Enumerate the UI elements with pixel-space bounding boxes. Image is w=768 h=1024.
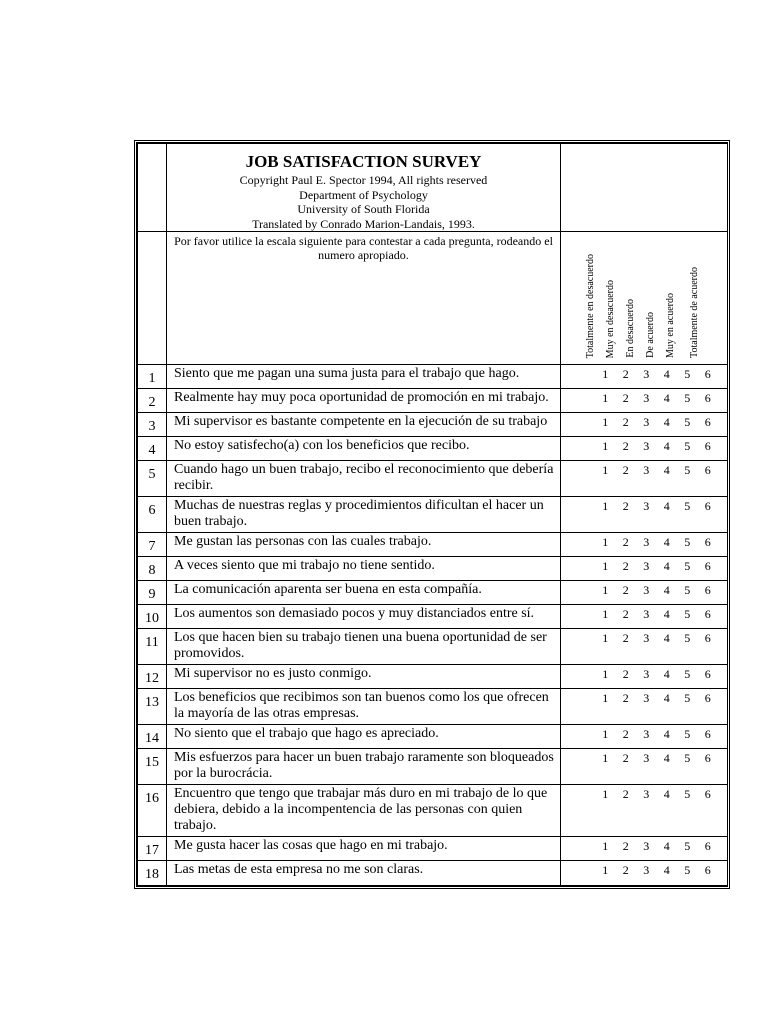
- rating-cell: [561, 689, 728, 725]
- rating-option[interactable]: 5: [684, 863, 691, 877]
- question-number: 17: [138, 837, 167, 861]
- rating-cell: [561, 437, 728, 461]
- rating-option[interactable]: 1: [602, 863, 609, 877]
- question-number: 3: [138, 413, 167, 437]
- rating-option[interactable]: 6: [704, 787, 711, 801]
- rating-option[interactable]: 5: [684, 559, 691, 573]
- rating-option[interactable]: 4: [663, 727, 670, 741]
- scale-label: Totalmente en desacuerdo: [585, 253, 596, 358]
- rating-option[interactable]: 5: [684, 631, 691, 645]
- rating-option[interactable]: 2: [622, 559, 629, 573]
- question-text: Los aumentos son demasiado pocos y muy distanciados entre sí.: [167, 605, 561, 629]
- survey-title: JOB SATISFACTION SURVEY: [245, 152, 482, 171]
- question-text: Muchas de nuestras reglas y procedimientos dificultan el hacer un buen trabajo.: [167, 497, 561, 533]
- rating-option[interactable]: 5: [684, 463, 691, 477]
- rating-option[interactable]: 4: [663, 391, 670, 405]
- question-row: [138, 437, 728, 461]
- rating-option[interactable]: 4: [663, 463, 670, 477]
- rating-option[interactable]: 2: [622, 667, 629, 681]
- rating-option[interactable]: 1: [602, 463, 609, 477]
- rating-option[interactable]: 6: [704, 751, 711, 765]
- rating-cell: [561, 785, 728, 837]
- rating-option[interactable]: 2: [622, 583, 629, 597]
- question-row: [138, 689, 728, 725]
- rating-option[interactable]: 4: [663, 499, 670, 513]
- rating-option[interactable]: 2: [622, 751, 629, 765]
- rating-option[interactable]: 5: [684, 391, 691, 405]
- question-text: A veces siento que mi trabajo no tiene sentido.: [167, 557, 561, 581]
- rating-cell: [561, 837, 728, 861]
- rating-option[interactable]: 4: [663, 415, 670, 429]
- rating-option[interactable]: 1: [602, 499, 609, 513]
- rating-options: [561, 605, 727, 621]
- question-row: [138, 605, 728, 629]
- rating-cell: [561, 581, 728, 605]
- scale-header-cell: [561, 232, 728, 365]
- rating-cell: [561, 557, 728, 581]
- question-row: [138, 413, 728, 437]
- question-row: [138, 665, 728, 689]
- question-text: Mi supervisor no es justo conmigo.: [167, 665, 561, 689]
- rating-option[interactable]: 1: [602, 391, 609, 405]
- rating-option[interactable]: 3: [643, 415, 650, 429]
- rating-option[interactable]: 1: [602, 607, 609, 621]
- question-row: [138, 837, 728, 861]
- copyright-line: Copyright Paul E. Spector 1994, All rights reserved: [239, 173, 488, 187]
- rating-option[interactable]: 4: [663, 583, 670, 597]
- question-text: La comunicación aparenta ser buena en esta compañía.: [167, 581, 561, 605]
- rating-options: [561, 413, 727, 429]
- question-number: 12: [138, 665, 167, 689]
- instructions-blank-cell: [138, 232, 167, 365]
- question-row: [138, 365, 728, 389]
- question-text: Los que hacen bien su trabajo tienen una buena oportunidad de ser promovidos.: [167, 629, 561, 665]
- rating-options: [561, 497, 727, 513]
- rating-option[interactable]: 1: [602, 631, 609, 645]
- question-number: 9: [138, 581, 167, 605]
- rating-options: [561, 665, 727, 681]
- scale-label: Muy en acuerdo: [665, 293, 676, 358]
- rating-cell: [561, 389, 728, 413]
- question-number: 5: [138, 461, 167, 497]
- question-number: 14: [138, 725, 167, 749]
- rating-options: [561, 365, 727, 381]
- question-text: Me gustan las personas con las cuales trabajo.: [167, 533, 561, 557]
- rating-option[interactable]: 3: [643, 751, 650, 765]
- rating-option[interactable]: 6: [704, 463, 711, 477]
- question-number: 2: [138, 389, 167, 413]
- rating-option[interactable]: 4: [663, 559, 670, 573]
- rating-option[interactable]: 3: [643, 535, 650, 549]
- rating-option[interactable]: 3: [643, 839, 650, 853]
- rating-option[interactable]: 1: [602, 415, 609, 429]
- rating-option[interactable]: 2: [622, 499, 629, 513]
- rating-option[interactable]: 5: [684, 535, 691, 549]
- question-text: Las metas de esta empresa no me son claras.: [167, 861, 561, 886]
- rating-cell: [561, 861, 728, 886]
- rating-options: [561, 557, 727, 573]
- rating-option[interactable]: 6: [704, 667, 711, 681]
- rating-option[interactable]: 6: [704, 607, 711, 621]
- rating-options: [561, 785, 727, 801]
- rating-option[interactable]: 1: [602, 583, 609, 597]
- university-line: University of South Florida: [297, 202, 430, 216]
- rating-options: [561, 725, 727, 741]
- rating-option[interactable]: 5: [684, 499, 691, 513]
- rating-option[interactable]: 5: [684, 439, 691, 453]
- scale-label: Muy en desacuerdo: [605, 279, 616, 358]
- question-row: [138, 725, 728, 749]
- title-cell: [167, 144, 561, 232]
- question-number: 13: [138, 689, 167, 725]
- rating-option[interactable]: 1: [602, 691, 609, 705]
- rating-option[interactable]: 4: [663, 631, 670, 645]
- rating-option[interactable]: 5: [684, 415, 691, 429]
- rating-option[interactable]: 1: [602, 727, 609, 741]
- rating-option[interactable]: 5: [684, 583, 691, 597]
- header-row: [138, 144, 728, 232]
- rating-option[interactable]: 5: [684, 367, 691, 381]
- rating-option[interactable]: 6: [704, 439, 711, 453]
- rating-options: [561, 861, 727, 877]
- rating-options: [561, 837, 727, 853]
- rating-option[interactable]: 6: [704, 691, 711, 705]
- rating-cell: [561, 461, 728, 497]
- question-row: [138, 497, 728, 533]
- question-text: Cuando hago un buen trabajo, recibo el reconocimiento que debería recibir.: [167, 461, 561, 497]
- rating-option[interactable]: 6: [704, 727, 711, 741]
- question-number: 15: [138, 749, 167, 785]
- rating-options: [561, 749, 727, 765]
- rating-option[interactable]: 3: [643, 559, 650, 573]
- rating-option[interactable]: 6: [704, 367, 711, 381]
- header-blank-cell: [138, 144, 167, 232]
- question-row: [138, 557, 728, 581]
- rating-option[interactable]: 6: [704, 391, 711, 405]
- rating-option[interactable]: 4: [663, 607, 670, 621]
- question-number: 7: [138, 533, 167, 557]
- rating-option[interactable]: 3: [643, 367, 650, 381]
- rating-option[interactable]: 4: [663, 535, 670, 549]
- rating-options: [561, 461, 727, 477]
- rating-option[interactable]: 6: [704, 415, 711, 429]
- rating-options: [561, 437, 727, 453]
- question-text: Me gusta hacer las cosas que hago en mi trabajo.: [167, 837, 561, 861]
- question-number: 16: [138, 785, 167, 837]
- question-row: [138, 389, 728, 413]
- question-row: [138, 629, 728, 665]
- question-text: Mis esfuerzos para hacer un buen trabajo raramente son bloqueados por la burocrácia.: [167, 749, 561, 785]
- question-number: 1: [138, 365, 167, 389]
- survey-table: [137, 143, 728, 886]
- rating-cell: [561, 725, 728, 749]
- rating-cell: [561, 365, 728, 389]
- rating-option[interactable]: 4: [663, 787, 670, 801]
- scale-label: De acuerdo: [645, 312, 656, 358]
- rating-option[interactable]: 6: [704, 559, 711, 573]
- rating-options: [561, 629, 727, 645]
- rating-option[interactable]: 3: [643, 583, 650, 597]
- question-number: 6: [138, 497, 167, 533]
- rating-cell: [561, 749, 728, 785]
- rating-cell: [561, 605, 728, 629]
- rating-cell: [561, 413, 728, 437]
- survey-form: [134, 140, 730, 889]
- question-number: 4: [138, 437, 167, 461]
- rating-option[interactable]: 3: [643, 631, 650, 645]
- rating-option[interactable]: 1: [602, 667, 609, 681]
- rating-cell: [561, 533, 728, 557]
- header-scale-blank-cell: [561, 144, 728, 232]
- rating-option[interactable]: 3: [643, 499, 650, 513]
- rating-option[interactable]: 2: [622, 839, 629, 853]
- question-number: 18: [138, 861, 167, 886]
- question-number: 11: [138, 629, 167, 665]
- translation-line: Translated by Conrado Marion-Landais, 1993.: [252, 216, 475, 231]
- rating-option[interactable]: 6: [704, 863, 711, 877]
- rating-option[interactable]: 3: [643, 391, 650, 405]
- question-text: Realmente hay muy poca oportunidad de promoción en mi trabajo.: [167, 389, 561, 413]
- rating-option[interactable]: 6: [704, 499, 711, 513]
- scale-label: Totalmente de acuerdo: [689, 267, 700, 358]
- rating-option[interactable]: 2: [622, 607, 629, 621]
- question-text: Siento que me pagan una suma justa para el trabajo que hago.: [167, 365, 561, 389]
- rating-options: [561, 389, 727, 405]
- question-row: [138, 749, 728, 785]
- rating-option[interactable]: 1: [602, 559, 609, 573]
- scale-label: En desacuerdo: [625, 299, 636, 358]
- question-text: No siento que el trabajo que hago es apreciado.: [167, 725, 561, 749]
- department-line: Department of Psychology: [299, 187, 428, 202]
- question-number: 10: [138, 605, 167, 629]
- rating-option[interactable]: 1: [602, 367, 609, 381]
- rating-option[interactable]: 1: [602, 751, 609, 765]
- rating-option[interactable]: 6: [704, 535, 711, 549]
- rating-option[interactable]: 6: [704, 839, 711, 853]
- rating-options: [561, 533, 727, 549]
- rating-cell: [561, 665, 728, 689]
- rating-option[interactable]: 5: [684, 607, 691, 621]
- rating-option[interactable]: 2: [622, 415, 629, 429]
- instructions-text: Por favor utilice la escala siguiente para contestar a cada pregunta, rodeando el numero apropiado.: [174, 234, 553, 262]
- rating-option[interactable]: 3: [643, 607, 650, 621]
- rating-options: [561, 689, 727, 705]
- question-number: 8: [138, 557, 167, 581]
- rating-option[interactable]: 5: [684, 787, 691, 801]
- rating-cell: [561, 497, 728, 533]
- rating-option[interactable]: 1: [602, 535, 609, 549]
- rating-option[interactable]: 3: [643, 439, 650, 453]
- rating-option[interactable]: 4: [663, 667, 670, 681]
- rating-option[interactable]: 4: [663, 863, 670, 877]
- rating-option[interactable]: 4: [663, 839, 670, 853]
- rating-option[interactable]: 3: [643, 667, 650, 681]
- question-text: Mi supervisor es bastante competente en la ejecución de su trabajo: [167, 413, 561, 437]
- question-row: [138, 533, 728, 557]
- rating-option[interactable]: 4: [663, 691, 670, 705]
- rating-option[interactable]: 3: [643, 691, 650, 705]
- instructions-row: [138, 232, 728, 365]
- rating-option[interactable]: 2: [622, 691, 629, 705]
- rating-option[interactable]: 1: [602, 439, 609, 453]
- question-text: Encuentro que tengo que trabajar más duro en mi trabajo de lo que debiera, debido a la incompentencia de las personas con quien trabajo.: [167, 785, 561, 837]
- rating-option[interactable]: 4: [663, 367, 670, 381]
- rating-option[interactable]: 6: [704, 631, 711, 645]
- rating-option[interactable]: 6: [704, 583, 711, 597]
- rating-option[interactable]: 2: [622, 367, 629, 381]
- rating-option[interactable]: 5: [684, 727, 691, 741]
- rating-option[interactable]: 2: [622, 463, 629, 477]
- rating-option[interactable]: 3: [643, 787, 650, 801]
- rating-option[interactable]: 3: [643, 463, 650, 477]
- rating-option[interactable]: 2: [622, 631, 629, 645]
- question-row: [138, 461, 728, 497]
- rating-option[interactable]: 2: [622, 863, 629, 877]
- rating-options: [561, 581, 727, 597]
- question-row: [138, 861, 728, 886]
- rating-option[interactable]: 2: [622, 391, 629, 405]
- rating-option[interactable]: 5: [684, 751, 691, 765]
- question-text: No estoy satisfecho(a) con los beneficios que recibo.: [167, 437, 561, 461]
- question-row: [138, 785, 728, 837]
- rating-cell: [561, 629, 728, 665]
- question-row: [138, 581, 728, 605]
- rating-option[interactable]: 3: [643, 727, 650, 741]
- rating-option[interactable]: 2: [622, 535, 629, 549]
- rating-option[interactable]: 5: [684, 691, 691, 705]
- rating-option[interactable]: 5: [684, 667, 691, 681]
- rating-option[interactable]: 4: [663, 439, 670, 453]
- rating-option[interactable]: 2: [622, 439, 629, 453]
- rating-option[interactable]: 2: [622, 727, 629, 741]
- question-text: Los beneficios que recibimos son tan buenos como los que ofrecen la mayoría de las otras empresas.: [167, 689, 561, 725]
- rating-option[interactable]: 5: [684, 839, 691, 853]
- rating-option[interactable]: 2: [622, 787, 629, 801]
- rating-option[interactable]: 4: [663, 751, 670, 765]
- instructions-cell: [167, 232, 561, 365]
- rating-option[interactable]: 1: [602, 787, 609, 801]
- rating-option[interactable]: 1: [602, 839, 609, 853]
- rating-option[interactable]: 3: [643, 863, 650, 877]
